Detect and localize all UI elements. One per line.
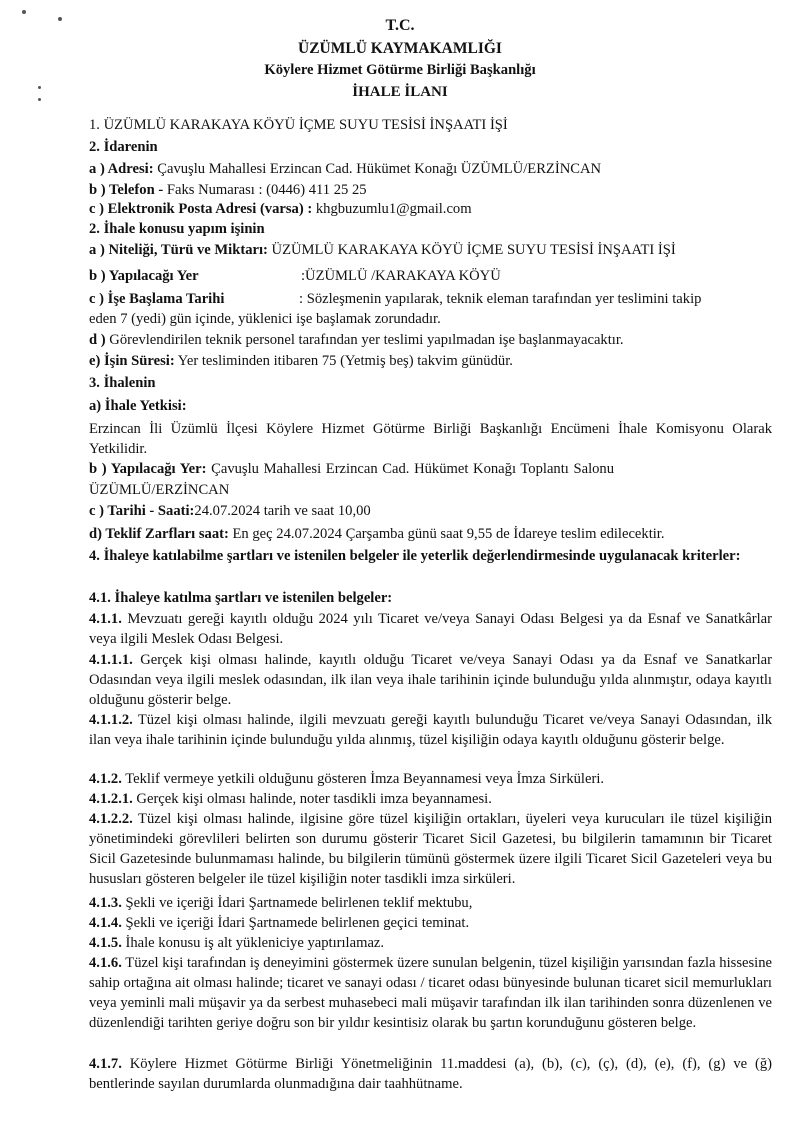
para-4121-num: 4.1.2.1. [89,791,133,807]
teklif-value: En geç 24.07.2024 Çarşamba günü saat 9,55 de İdareye teslim edilecektir. [228,526,665,542]
para-412 [89,769,772,789]
para-4122-num: 4.1.2.2. [89,811,133,827]
scan-speck [22,10,26,14]
para-417-num: 4.1.7. [89,1056,122,1072]
para-4122 [89,809,772,889]
para-414-num: 4.1.4. [89,915,122,931]
para-4111-text: Gerçek kişi olması halinde, kayıtlı olduğu Ticaret ve/veya Sanayi Odası ya da Esnaf ve Sanatkarlar Odasından veya ilgili meslek odasından, ilk ilan veya ihale tarihinin içinde bulunduğu yılda alınmıştır, odaya kayıtlı olduğunu gösterir belge. [89,652,772,708]
para-417 [89,1054,772,1094]
para-415-num: 4.1.5. [89,935,122,951]
adres-line [89,160,772,179]
yapilacagi-yer-value: :ÜZÜMLÜ /KARAKAYA KÖYÜ [301,268,501,284]
yapilacagi-yer-label: b ) Yapılacağı Yer [89,268,199,284]
para-411-text: Mevzuatı gereği kayıtlı olduğu 2024 yılı Ticaret ve/veya Sanayi Odası Belgesi ya da Esnaf ve Sanatkârlar veya ilgili Meslek Odası Belgesi. [89,611,772,647]
teklif-line [89,525,772,544]
header-ilan: İHALE İLANI [352,84,448,100]
ihale-konusu-title: 2. İhale konusu yapım işinin [89,221,265,237]
baslama-label: c ) İşe Başlama Tarihi [89,291,225,307]
para-4112-text: Tüzel kişi olması halinde, ilgili mevzuatı gereği kayıtlı bulunduğu Ticaret ve/veya Sanayi Odasından, ilk ilan veya ihale tarihinin içinde bulunduğu yılda alınmış, tüzel kişiliğin odaya kayıtlı olduğunu gösterir belge. [89,712,772,748]
header-kaymakamlik: ÜZÜMLÜ KAYMAKAMLIĞI [298,40,502,57]
para-4111-num: 4.1.1.1. [89,652,133,668]
para-4112 [89,710,772,750]
telefon-value: Faks Numarası : (0446) 411 25 25 [163,182,367,198]
d-line [89,331,772,350]
para-412-text: Teklif vermeye yetkili olduğunu gösteren İmza Beyannamesi veya İmza Sirküleri. [121,771,605,787]
eposta-line [89,200,772,219]
para-413 [89,893,772,913]
teklif-label: d) Teklif Zarfları saat: [89,526,229,542]
para-4121-text: Gerçek kişi olması halinde, noter tasdikli imza beyannamesi. [132,791,492,807]
para-414 [89,913,772,933]
baslama-continuation: eden 7 (yedi) gün içinde, yüklenici işe başlamak zorundadır. [89,311,441,327]
d-value: Görevlendirilen teknik personel tarafından yer teslimi yapılmadan işe başlanmayacaktır. [105,332,624,348]
para-417-text: Köylere Hizmet Götürme Birliği Yönetmeliğinin 11.maddesi (a), (b), (c), (ç), (d), (e), (f), (g) ve (ğ) bentlerinde sayılan durumlarda olunmadığına dair taahhütname. [89,1056,772,1092]
adres-value: Çavuşlu Mahallesi Erzincan Cad. Hükümet Konağı ÜZÜMLÜ/ERZİNCAN [153,161,602,177]
para-416-num: 4.1.6. [89,955,122,971]
ihale-yer-label: b ) Yapılacağı Yer: [89,461,207,477]
nitelik-label: a ) Niteliği, Türü ve Miktarı: [89,242,268,258]
d-label: d ) [89,332,106,348]
yetki-text: Erzincan İli Üzümlü İlçesi Köylere Hizmet Götürme Birliği Başkanlığı Encümeni İhale Komisyonu Olarak Yetkilidir. [89,421,772,457]
baslama-line [89,290,772,309]
para-4122-text: Tüzel kişi olması halinde, ilgisine göre tüzel kişiliğin ortakları, üyeleri veya kurucuları ile tüzel kişiliğin yönetimindeki görevlileri belirten son durumu gösterir Ticaret Sicil Gazetesi, bu bilgilerin tamamının bir Ticaret Sicil Gazetesinde bulunmaması halinde, bu bilgilerin tümünü göstermek üzere ilgili Ticaret Sicil Gazeteleri veya bu hususları gösteren belgeler ile tüzel kişiliğin noter tasdikli imza sirküleri. [89,811,772,887]
tarih-line [89,502,772,521]
ihale-yer-continuation: ÜZÜMLÜ/ERZİNCAN [89,482,230,498]
para-414-text: Şekli ve içeriği İdari Şartnamede belirlenen geçici teminat. [121,915,470,931]
para-4111 [89,650,772,710]
item-41-title: 4.1. İhaleye katılma şartları ve istenilen belgeler: [89,590,393,606]
item-2-title: 2. İdarenin [89,139,158,155]
para-412-num: 4.1.2. [89,771,122,787]
yetki-label: a) İhale Yetkisi: [89,398,187,414]
telefon-label: b ) Telefon - [89,182,164,198]
sure-label: e) İşin Süresi: [89,353,175,369]
ihale-yer-value: Çavuşlu Mahallesi Erzincan Cad. Hükümet Konağı Toplantı Salonu [206,461,615,477]
item-3-title: 3. İhalenin [89,375,156,391]
para-411-num: 4.1.1. [89,611,122,627]
para-413-num: 4.1.3. [89,895,122,911]
item-4-title: 4. İhaleye katılabilme şartları ve istenilen belgeler ile yeterlik değerlendirmesinde uygulanacak kriterler: [89,548,741,564]
para-4112-num: 4.1.1.2. [89,712,133,728]
para-411 [89,609,772,649]
tarih-label: c ) Tarihi - Saati: [89,503,195,519]
yapilacagi-yer-line [89,267,772,286]
nitelik-value: ÜZÜMLÜ KARAKAYA KÖYÜ İÇME SUYU TESİSİ İNŞAATI İŞİ [267,242,676,258]
ihale-yer-line [89,460,772,479]
para-416 [89,953,772,1033]
adres-label: a ) Adresi: [89,161,154,177]
eposta-value: khgbuzumlu1@gmail.com [312,201,472,217]
header-tc: T.C. [385,17,415,34]
para-413-text: Şekli ve içeriği İdari Şartnamede belirlenen teklif mektubu, [121,895,473,911]
item-1-title: 1. ÜZÜMLÜ KARAKAYA KÖYÜ İÇME SUYU TESİSİ İNŞAATI İŞİ [89,117,508,133]
telefon-line [89,181,772,200]
para-415 [89,933,772,953]
para-416-text: Tüzel kişi tarafından iş deneyimini göstermek üzere sunulan belgenin, tüzel kişiliğin yarısından fazla hissesine sahip ortağına ait olması halinde; ticaret ve sanayi odası / ticaret odası bünyesinde bulunan ticaret sicil memurlukları veya yeminli mali müşavir ya da serbest muhasebeci mali müşavir tarafından ilk ilan tarihinden sonra düzenlenen ve düzenlendiği tarihten geriye doğru son bir yıldır kesintisiz olarak bu şartın korunduğunu gösteren belge. [89,955,772,1031]
para-4121 [89,789,772,809]
para-415-text: İhale konusu iş alt yükleniciye yaptırılamaz. [121,935,385,951]
tarih-value: 24.07.2024 tarih ve saat 10,00 [194,503,371,519]
sure-line [89,352,772,371]
sure-value: Yer tesliminden itibaren 75 (Yetmiş beş) takvim günüdür. [174,353,513,369]
header-birlik: Köylere Hizmet Götürme Birliği Başkanlığı [264,62,536,78]
eposta-label: c ) Elektronik Posta Adresi (varsa) : [89,201,313,217]
nitelik-line [89,241,772,260]
baslama-value: : Sözleşmenin yapılarak, teknik eleman tarafından yer teslimini takip [299,291,702,307]
